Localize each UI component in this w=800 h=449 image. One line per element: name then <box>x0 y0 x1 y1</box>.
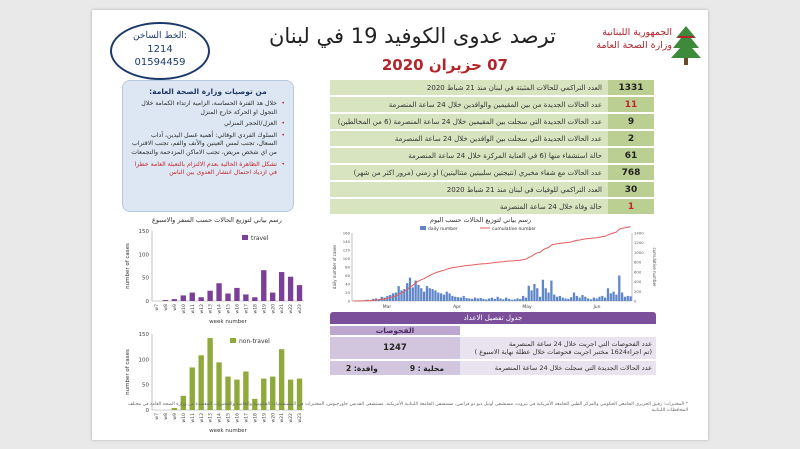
y-right-tick-label: 1400 <box>634 230 644 236</box>
x-tick-label: w13 <box>208 304 214 314</box>
daily-bar <box>621 293 623 302</box>
stat-row <box>330 114 654 129</box>
y-tick-label: 150 <box>138 229 149 235</box>
daily-bar <box>612 292 614 301</box>
daily-bar <box>556 297 558 301</box>
daily-bar <box>426 286 428 301</box>
y-left-tick-label: 60 <box>345 273 350 278</box>
daily-bar <box>607 288 609 301</box>
bar <box>297 285 302 301</box>
y-tick-label: 50 <box>142 275 149 282</box>
y-right-tick-label: 400 <box>634 279 642 285</box>
local-cases: محلية : 9 <box>409 363 444 373</box>
daily-bar <box>536 288 538 301</box>
x-tick-label: Mar <box>382 305 392 310</box>
daily-bar <box>423 292 425 301</box>
x-tick-label: w16 <box>235 413 241 423</box>
recommendations-title: من توصيات وزارة الصحة العامة: <box>149 87 267 96</box>
new-cases-row-label: عدد الحالات الجديدة التي سجلت خلال 24 ساعة المنصرمة <box>460 361 656 375</box>
daily-bar <box>431 289 433 301</box>
bar <box>252 297 257 301</box>
hotline-number-2: 01594459 <box>134 57 186 68</box>
legend-label-cumulative: cumulative number <box>492 227 537 232</box>
daily-bar <box>513 299 515 301</box>
logo-line-1: الجمهورية اللبنانية <box>602 27 672 38</box>
details-table-title: جدول تفصيل الاعداد <box>330 312 656 324</box>
daily-bar <box>471 299 473 301</box>
x-tick-label: w16 <box>235 304 241 314</box>
imported-cases: وافدة: 2 <box>346 363 378 373</box>
x-tick-label: w9 <box>172 413 178 420</box>
daily-chart-title: رسم بياني لتوزيع الحالات حسب اليوم <box>430 216 532 224</box>
stat-value: 11 <box>608 97 654 112</box>
bar <box>279 349 284 410</box>
stat-label: حالة استشفاء منها (6 في العناية المركزة خلال 24 ساعة المنصرمة <box>330 148 608 163</box>
stat-row <box>330 97 654 112</box>
tests-row-label <box>460 337 656 359</box>
logo-line-2: وزارة الصحة العامة <box>596 40 672 51</box>
daily-bar <box>463 296 465 301</box>
x-axis-label: week number <box>209 428 247 434</box>
daily-bar <box>497 297 499 301</box>
ministry-logo-text <box>580 26 672 52</box>
daily-bar <box>412 287 414 301</box>
daily-bar <box>618 276 620 302</box>
stat-value: 61 <box>608 148 654 163</box>
x-tick-label: w11 <box>190 413 196 423</box>
daily-bar <box>590 299 592 301</box>
x-tick-label: May <box>522 305 532 310</box>
daily-bar <box>505 298 507 301</box>
x-tick-label: w23 <box>298 304 304 314</box>
daily-bar <box>539 297 541 301</box>
bar <box>190 293 195 301</box>
stat-label: عدد الحالات مع شفاء مخبري (نتيجتين سلبيتين متتاليتين) او زمني (مرور اكثر من شهر) <box>330 165 608 180</box>
footnote: * المختبرات: رفيق الحريري الجامعي الحكومي والمركز الطبي للجامعة الأمريكية في بيروت، مستشفى أوتيل ديو دو فرانس، مستشفى الجامعة اللبنانية الأمريكية، مستشفى القديس جاورجيوس، المختبرات في المستشفيات الحكومية والخاصة والمختبرات المعتمدة من وزارة الصحة العامة في مختلف المحافظات اللبنانية <box>128 402 688 413</box>
x-tick-label: w9 <box>172 304 178 311</box>
report-date: 07 حزيران 2020 <box>381 56 508 74</box>
y-right-tick-label: 200 <box>634 288 642 294</box>
x-tick-label: w15 <box>226 304 232 314</box>
stat-row <box>330 182 654 197</box>
x-tick-label: w12 <box>199 304 205 314</box>
y-left-tick-label: 100 <box>342 256 350 261</box>
y-right-tick-label: 0 <box>634 298 637 304</box>
tests-value: 1247 <box>330 337 460 359</box>
bar <box>279 272 284 301</box>
daily-bar <box>448 293 450 301</box>
daily-bar <box>457 297 459 301</box>
tests-label: عدد الفحوصات التي اجريت خلال 24 ساعة المنصرمة <box>508 340 652 348</box>
daily-bar <box>460 298 462 301</box>
legend-label-daily: daily number <box>428 227 458 232</box>
daily-bar <box>598 297 600 301</box>
daily-bar <box>584 297 586 301</box>
new-cases-split <box>330 361 460 375</box>
y-left-tick-label: 140 <box>342 239 350 244</box>
daily-bar <box>454 297 456 301</box>
y-tick-label: 150 <box>138 332 149 338</box>
daily-bar <box>437 293 439 302</box>
stat-value: 2 <box>608 131 654 146</box>
daily-bar <box>491 298 493 301</box>
stat-row <box>330 199 654 214</box>
stat-value: 768 <box>608 165 654 180</box>
daily-bar <box>530 290 532 301</box>
y-axis-label: number of cases <box>125 349 131 395</box>
tests-sublabel: (تم اجراء1624 مختبر اجريت فحوصات خلال عطلة نهاية الاسبوع ) <box>474 348 652 356</box>
x-tick-label: w14 <box>217 413 223 423</box>
x-tick-label: w17 <box>244 304 250 314</box>
daily-bar <box>604 298 606 301</box>
cedar-logo-icon <box>670 24 702 66</box>
y-left-tick-label: 120 <box>342 247 350 253</box>
daily-bar <box>624 297 626 301</box>
legend-label: travel <box>251 235 269 242</box>
stat-label: عدد الحالات الجديدة من بين المقيمين والوافدين خلال 24 ساعة المنصرمة <box>330 97 608 112</box>
daily-bar <box>528 286 530 301</box>
daily-bar <box>420 288 422 301</box>
x-axis-label: week number <box>209 319 247 325</box>
daily-cases-chart <box>330 223 656 313</box>
daily-bar <box>508 299 510 301</box>
y-right-tick-label: 1200 <box>634 240 644 246</box>
daily-bar <box>395 293 397 302</box>
bar <box>216 283 221 301</box>
y-left-axis-label: daily number of cases <box>332 244 337 290</box>
stat-value: 30 <box>608 182 654 197</box>
daily-bar <box>596 298 598 301</box>
daily-bar <box>564 298 566 301</box>
y-right-axis-label: cumulative number <box>652 247 657 287</box>
daily-bar <box>409 278 411 301</box>
daily-bar <box>627 296 629 301</box>
daily-bar <box>567 299 569 301</box>
stat-row <box>330 80 654 95</box>
x-tick-label: w13 <box>208 413 214 423</box>
daily-bar <box>525 298 527 301</box>
bar <box>234 288 239 301</box>
stat-value: 1331 <box>608 80 654 95</box>
daily-bar <box>494 299 496 301</box>
hotline-label: الخط الساخن: <box>133 31 187 41</box>
daily-bar <box>429 288 431 301</box>
daily-bar <box>615 295 617 301</box>
x-tick-label: w15 <box>226 413 232 423</box>
daily-bar <box>440 293 442 301</box>
daily-bar <box>553 295 555 301</box>
stats-table <box>330 78 654 216</box>
x-tick-label: w10 <box>181 413 187 423</box>
stat-label: عدد الحالات الجديدة التي سجلت بين المقيمين خلال 24 ساعة المنصرمة (6 من المخالطين) <box>330 114 608 129</box>
x-tick-label: w22 <box>289 413 295 423</box>
hotline-number-1: 1214 <box>147 44 173 55</box>
daily-bar <box>579 298 581 301</box>
daily-bar <box>482 299 484 301</box>
legend-label: non-travel <box>239 338 270 345</box>
daily-bar <box>477 298 479 301</box>
daily-bar <box>502 299 504 301</box>
y-left-tick-label: 20 <box>345 290 350 295</box>
tests-header: الفحوصات <box>330 326 460 335</box>
daily-bar <box>573 293 575 302</box>
stat-label: العدد التراكمي للوفيات في لبنان منذ 21 شباط 2020 <box>330 182 608 197</box>
y-left-tick-label: 80 <box>345 264 350 270</box>
daily-bar <box>581 295 583 301</box>
y-tick-label: 0 <box>145 408 149 414</box>
daily-bar <box>499 298 501 301</box>
stat-label: حالة وفاة خلال 24 ساعة المنصرمة <box>330 199 608 214</box>
bar <box>207 338 212 410</box>
y-left-tick-label: 0 <box>347 298 350 304</box>
recommendations-box <box>122 80 294 212</box>
daily-bar <box>443 295 445 301</box>
x-tick-label: w12 <box>199 413 205 423</box>
details-table <box>330 312 656 398</box>
x-tick-label: w20 <box>271 413 277 423</box>
daily-bar <box>474 298 476 301</box>
bar <box>225 294 230 301</box>
y-right-tick-label: 600 <box>634 269 642 275</box>
x-tick-label: w19 <box>262 413 268 423</box>
recommendation-item: • خلال هذ الفترة الحساسة، الزامية ارتداء الكمامة خلال التجول او الحركة خارج المنزل <box>131 100 285 117</box>
x-tick-label: w22 <box>289 304 295 314</box>
y-axis-label: number of cases <box>125 243 131 289</box>
bar <box>261 270 266 301</box>
x-tick-label: w8 <box>164 304 170 311</box>
daily-bar <box>559 296 561 301</box>
daily-bar <box>400 290 402 301</box>
bar <box>270 293 275 301</box>
daily-bar <box>511 300 513 301</box>
daily-bar <box>519 299 521 301</box>
daily-bar <box>516 298 518 301</box>
y-tick-label: 50 <box>142 382 149 389</box>
daily-bar <box>480 298 482 301</box>
daily-bar <box>547 293 549 302</box>
daily-bar <box>406 283 408 301</box>
page-title: ترصد عدوى الكوفيد 19 في لبنان <box>268 24 556 48</box>
stat-label: عدد الحالات الجديدة التي سجلت بين الوافدين خلال 24 ساعة المنصرمة <box>330 131 608 146</box>
recommendation-item: • تشكل الظاهرة الحالية بعدم الالتزام بالتعبئة العامة خطرا في ازدياد احتمال انتشار العدوى بين الناس <box>131 161 285 178</box>
bar <box>181 295 186 301</box>
bar <box>163 300 168 301</box>
daily-bar <box>465 298 467 301</box>
bar <box>288 277 293 301</box>
x-tick-label: Jun <box>593 305 601 310</box>
x-tick-label: Apr <box>453 305 461 310</box>
daily-bar <box>434 290 436 301</box>
x-tick-label: w19 <box>262 304 268 314</box>
x-tick-label: w21 <box>280 413 286 423</box>
daily-bar <box>417 285 419 301</box>
stat-row <box>330 148 654 163</box>
daily-bar <box>545 288 547 301</box>
stat-row <box>330 131 654 146</box>
y-tick-label: 100 <box>138 357 149 364</box>
daily-bar <box>570 297 572 301</box>
daily-bar <box>629 296 631 301</box>
x-tick-label: w10 <box>181 304 187 314</box>
x-tick-label: w14 <box>217 304 223 314</box>
cumulative-line <box>353 227 630 301</box>
stat-label: العدد التراكمي للحالات المثبتة في لبنان منذ 21 شباط 2020 <box>330 80 608 95</box>
stat-value: 1 <box>608 199 654 214</box>
daily-bar <box>587 298 589 301</box>
travel-weekly-chart <box>122 223 312 325</box>
legend-swatch-daily <box>420 226 426 230</box>
bar <box>207 291 212 301</box>
weekly-chart-title: رسم بياني لتوزيع الحالات حسب السفر والاسبوع <box>152 216 282 224</box>
daily-bar <box>451 296 453 301</box>
page <box>92 10 708 440</box>
x-tick-label: w7 <box>155 304 161 311</box>
x-tick-label: w8 <box>164 413 170 420</box>
y-tick-label: 0 <box>145 299 149 305</box>
daily-bar <box>485 299 487 301</box>
y-right-tick-label: 1000 <box>634 249 644 255</box>
daily-bar <box>522 296 524 301</box>
x-tick-label: w20 <box>271 304 277 314</box>
daily-bar <box>488 298 490 301</box>
x-tick-label: w7 <box>155 413 161 420</box>
y-right-tick-label: 800 <box>634 259 642 265</box>
daily-bar <box>446 292 448 301</box>
daily-bar <box>576 296 578 301</box>
daily-bar <box>562 298 564 301</box>
hotline-oval <box>110 22 210 80</box>
legend-swatch <box>230 338 236 343</box>
recommendations-list <box>131 100 285 178</box>
daily-bar <box>601 296 603 301</box>
bar <box>172 299 177 301</box>
daily-bar <box>533 284 535 301</box>
y-tick-label: 100 <box>138 252 149 259</box>
stat-row <box>330 165 654 180</box>
legend-swatch <box>242 235 248 240</box>
daily-bar <box>542 280 544 301</box>
x-tick-label: w18 <box>253 304 259 314</box>
x-tick-label: w17 <box>244 413 250 423</box>
daily-bar <box>593 298 595 301</box>
stat-value: 9 <box>608 114 654 129</box>
x-tick-label: w23 <box>298 413 304 423</box>
bar <box>243 294 248 301</box>
x-tick-label: w11 <box>190 304 196 314</box>
x-tick-label: w21 <box>280 304 286 314</box>
daily-bar <box>468 298 470 301</box>
bar <box>198 297 203 301</box>
recommendation-item: • السلوك الفردي الوقائي: أهمية غسل اليدين، آداب السعال، تجنب لمس العينين والأنف والفم، تجنب الاقتراب من اي شخص مريض، تجنب الاماكن المزدحمة والتجمعات <box>131 132 285 158</box>
daily-bar <box>550 281 552 301</box>
x-tick-label: w18 <box>253 413 259 423</box>
y-left-tick-label: 40 <box>345 281 350 287</box>
recommendation-item: • العزل/الحجر المنزلي <box>131 120 285 129</box>
y-left-tick-label: 160 <box>342 230 350 236</box>
daily-bar <box>610 293 612 301</box>
